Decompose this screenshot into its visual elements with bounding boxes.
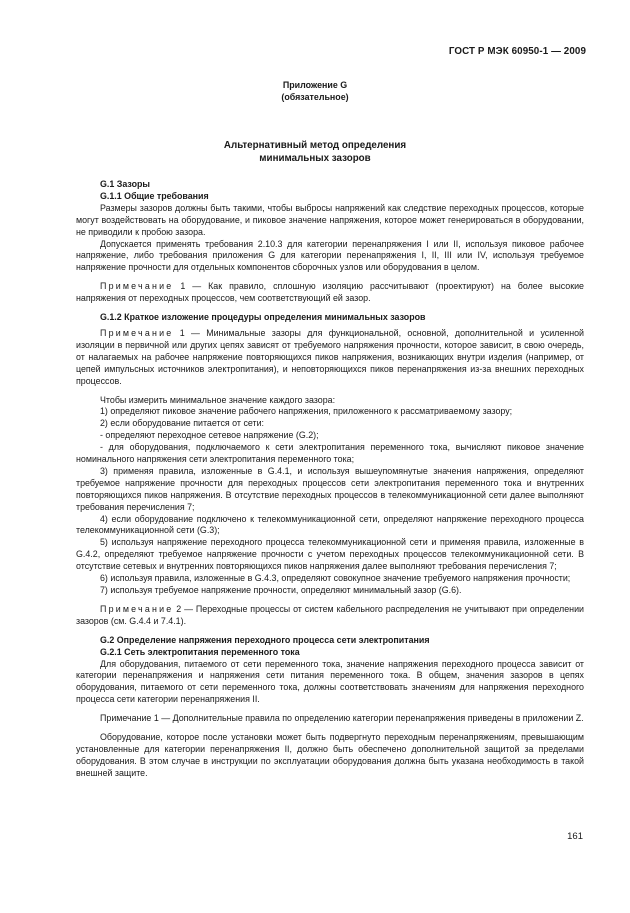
note-label: Примечание (100, 281, 174, 292)
paragraph: Оборудование, которое после установки может быть подвергнуто переходным перенапряжениям, превышающим установленные для категории перенапряжения II, должно быть обеспечено дополнительной защитой за пределами оборудования. В этом случае в инструкции по эксплуатации оборудования должна быть указана необходимость в такой внешней защите. (76, 732, 584, 778)
document-title-line-2: минимальных зазоров (259, 153, 371, 164)
paragraph: Допускается применять требования 2.10.3 для категории перенапряжения I или II, используя пиковое рабочее напряжение, либо требования приложения G для категории перенапряжения I, II, III или IV, используя требуемое напряжение прочности для отдельных компонентов сборочных узлов или оборудования в целом. (76, 238, 584, 273)
note-label: Примечание (100, 713, 152, 724)
procedure-step: 4) если оборудование подключено к телекоммуникационной сети, определяют напряжение переходного процесса телекоммуникационной сети (G.3); (76, 513, 584, 536)
procedure-step: 6) используя правила, изложенные в G.4.3, определяют совокупное значение требуемого напряжения прочности; (100, 573, 571, 584)
note-label: Примечание (100, 603, 174, 614)
section-heading-g11: G.1.1 Общие требования (100, 190, 209, 201)
appendix-heading (0, 79, 630, 103)
document-title (0, 139, 630, 165)
procedure-step: - определяют переходное сетевое напряжение (G.2); (100, 430, 319, 441)
procedure-step: 5) используя напряжение переходного процесса телекоммуникационной сети и применяя правила, изложенные в G.4.2, определяют требуемое напряжение прочности с учетом переходных процессов телекоммуникационной сети. В отсутствие сетевых и внутренних повторяющихся пиков напряжения далее выполняют требования перечисления 7; (76, 537, 584, 572)
procedure-intro: Чтобы измерить минимальное значение каждого зазора: (100, 394, 336, 405)
paragraph: Для оборудования, питаемого от сети переменного тока, значение напряжения переходного процесса зависит от категории перенапряжения и напряжения сети питания переменного тока. В общем, значения зазоров в цепях оборудования, питаемого от сети переменного тока, должны соответствовать значениям для напряжения переходного процесса сети категории перенапряжения II. (76, 658, 584, 705)
section-heading-g1: G.1 Зазоры (100, 179, 150, 189)
paragraph: Размеры зазоров должны быть такими, чтобы выбросы напряжений как следствие переходных процессов, которые могут воздействовать на оборудование, и пиковое значение напряжения, которое может генерироваться в оборудовании, не приводили к пробою зазора. (76, 202, 584, 237)
procedure-step: 2) если оборудование питается от сети: (100, 418, 265, 429)
note-text: 1 — Как правило, сплошную изоляцию рассчитывают (проектируют) на более высокие напряжения от переходных процессов, чем соответствующий ей зазор. (76, 281, 584, 304)
section-heading-g12: G.1.2 Краткое изложение процедуры определения минимальных зазоров (100, 312, 426, 323)
procedure-step: 3) применяя правила, изложенные в G.4.1, и используя вышеупомянутые значения напряжения, определяют требуемое напряжение прочности для переходных процессов сети электропитания переменного тока и внутренних повторяющихся пиков напряжения. В отсутствие переходных процессов в телекоммуникационной сети далее выполняют требования перечисления 7; (76, 465, 584, 512)
section-heading-g21: G.2.1 Сеть электропитания переменного тока (100, 646, 300, 657)
procedure-step: 1) определяют пиковое значение рабочего напряжения, приложенного к рассматриваемому зазору; (100, 406, 513, 417)
note (76, 713, 584, 725)
note (76, 328, 584, 388)
note-text: 2 — Переходные процессы от систем кабельного распределения не учитывают при определении зазоров (см. G.4.4 и 7.4.1). (76, 603, 584, 626)
note (76, 604, 584, 628)
section-heading-g2: G.2 Определение напряжения переходного процесса сети электропитания (100, 634, 430, 645)
document-title-line-1: Альтернативный метод определения (223, 140, 407, 151)
procedure-step: - для оборудования, подключаемого к сети электропитания переменного тока, вычисляют пиковое значение номинального напряжения сети электропитания переменного тока; (76, 442, 584, 465)
document-body (76, 179, 584, 780)
document-code: ГОСТ Р МЭК 60950-1 — 2009 (448, 46, 586, 57)
appendix-status: (обязательное) (281, 92, 349, 102)
note-text: 1 — Дополнительные правила по определению категории перенапряжения приведены в приложении Z. (151, 713, 584, 724)
note (76, 281, 584, 305)
appendix-title: Приложение G (282, 80, 348, 90)
note-text: 1 — Минимальные зазоры для функциональной, основной, дополнительной и усиленной изоляции в первичной или других цепях зависят от требуемого напряжения прочности, которое зависит, в свою очередь, от налагаемых на рабочее напряжение повторяющихся пиков напряжения, возникающих внутри изделия (например, от цепей импульсных источников электропитания), и неповторяющихся пиков перенапряжения из-за внешних переходных процессов. (76, 327, 584, 386)
page-number: 161 (567, 831, 583, 842)
note-label: Примечание (100, 327, 174, 338)
procedure-step: 7) используя требуемое напряжение прочности, определяют минимальный зазор (G.6). (100, 585, 462, 595)
